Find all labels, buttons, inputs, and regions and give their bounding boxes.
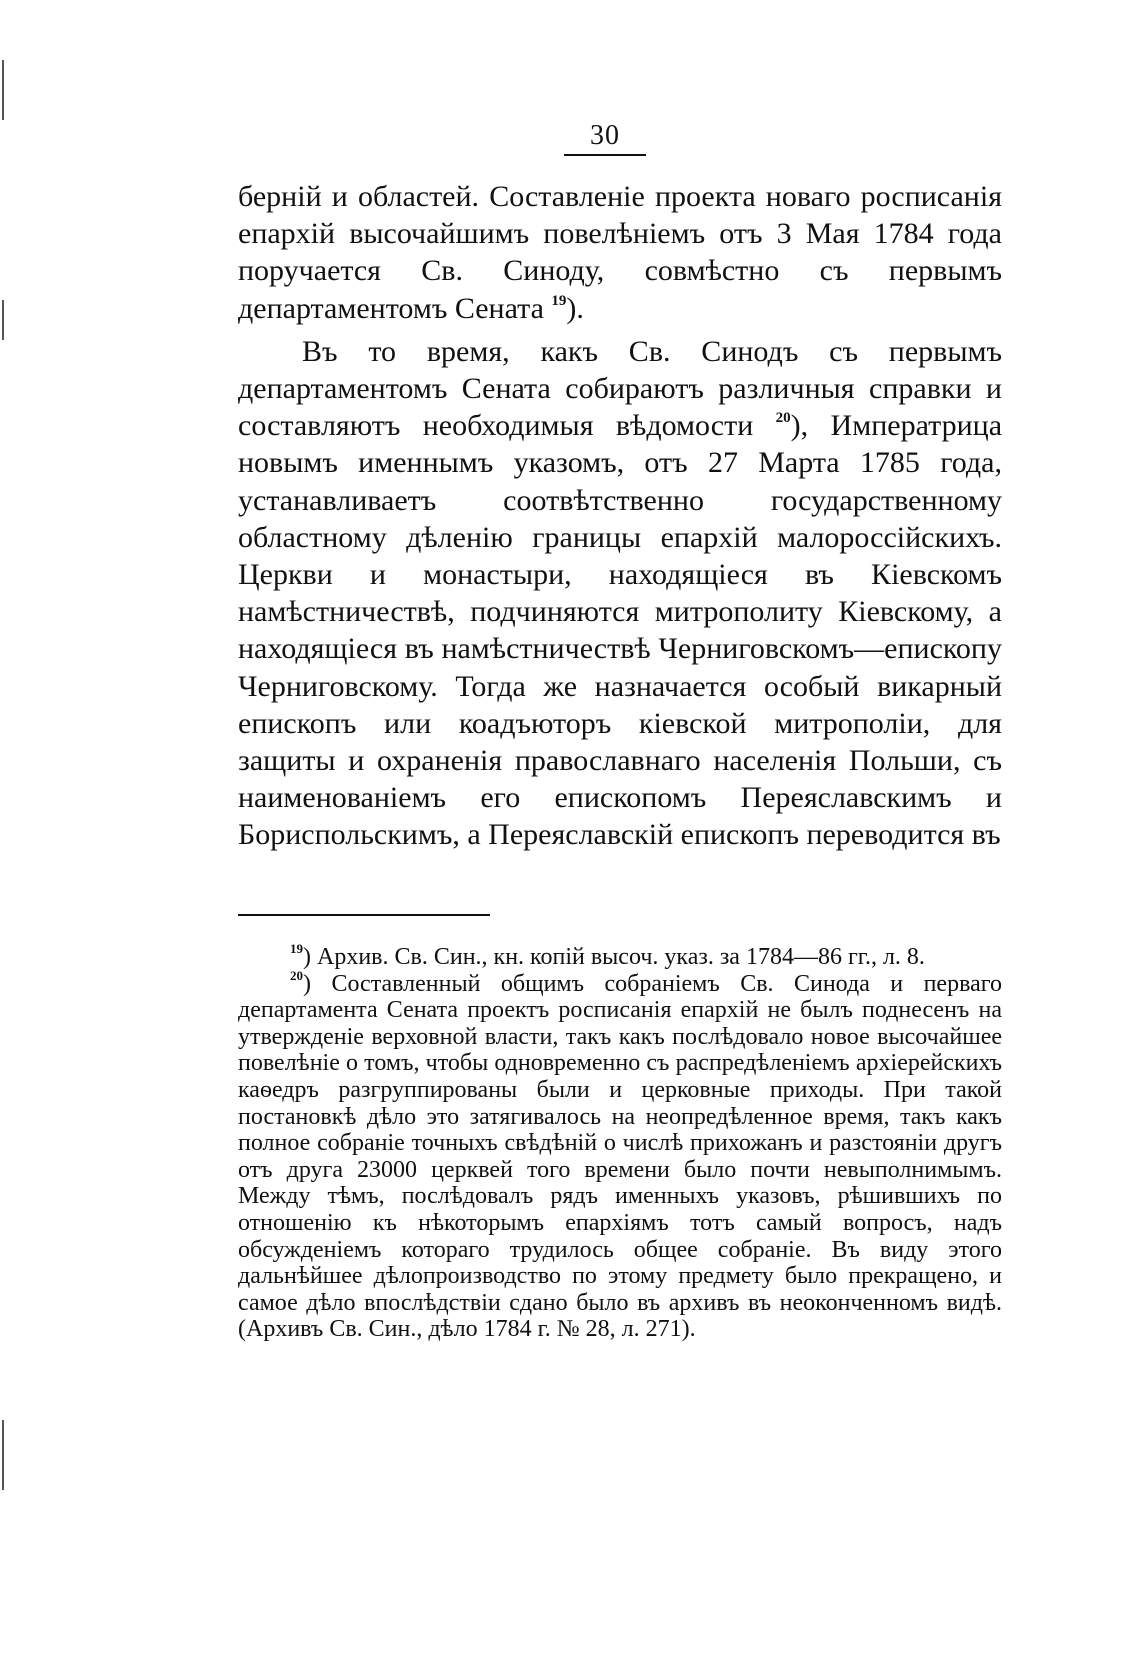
page-header: [0, 120, 1140, 156]
paragraph-text: Въ то время, какъ Св. Синодъ съ первымъ департаментомъ Сената собираютъ различныя справки и составляютъ необходимыя вѣдомости: [238, 334, 1002, 443]
paragraph-text: ).: [566, 291, 584, 325]
paragraph-text: ), Императрица новымъ именнымъ указомъ, отъ 27 Марта 1785 года, устанавливаетъ соотвѣтственно государственному областному дѣленію границы епархій малороссійскихъ. Церкви и монастыри, находящіеся въ Кіевскомъ намѣстничествѣ, подчиняются митрополиту Кіевскому, а находящіеся въ намѣстничествѣ Черниговскомъ—епископу Черниговскому. Тогда же назначается особый викарный епископъ или коадъюторъ кіевской митрополіи, для защиты и охраненія православнаго населенія Польши, съ наименованіемъ его епископомъ Переяславскимъ и Бориспольскимъ, а Переяславскій епископъ переводится въ: [238, 409, 1003, 852]
main-text: [238, 178, 1002, 854]
paragraph: [238, 333, 1002, 854]
footnote-divider: [238, 914, 490, 916]
footnote: [238, 941, 1002, 971]
paragraph-text: берній и областей. Составленіе проекта новаго росписанія епархій высочайшимъ повелѣніемъ отъ 3 Мая 1784 года поручается Св. Синоду, совмѣстно съ первымъ департаментомъ Сената: [238, 180, 1002, 325]
footnote: [238, 967, 1002, 1343]
paragraph: [238, 178, 1002, 327]
scan-edge-mark: [2, 300, 4, 340]
footnote-text: ) Архив. Св. Син., кн. копій высоч. указ. за 1784—86 гг., л. 8.: [303, 944, 925, 970]
scan-edge-mark: [2, 1420, 4, 1490]
page-number: 30: [564, 120, 646, 156]
note-reference: 20: [775, 410, 791, 427]
footnote-mark: 20: [290, 967, 303, 983]
footnote-text: ) Составленный общимъ собраніемъ Св. Синода и перваго департамента Сената проектъ росписанія епархій не былъ поднесенъ на утвержденіе верховной власти, такъ какъ послѣдовало новое высочайшее повелѣніе о томъ, чтобы одновременно съ распредѣленіемъ архіерейскихъ каѳедръ разгруппированы были и церковные приходы. При такой постановкѣ дѣло это затягивалось на неопредѣленное время, такъ какъ полное собраніе точныхъ свѣдѣній о числѣ прихожанъ и разстояніи другъ отъ друга 23000 церквей того времени было почти невыполнимымъ. Между тѣмъ, послѣдовалъ рядъ именныхъ указовъ, рѣшившихъ по отношенію къ нѣкоторымъ епархіямъ тотъ самый вопросъ, надъ обсужденіемъ котораго трудилось общее собраніе. Въ виду этого дальнѣйшее дѣлопроизводство по этому предмету было прекращено, и самое дѣло впослѣдствіи сдано было въ архивъ въ неоконченномъ видѣ. (Архивъ Св. Син., дѣло 1784 г. № 28, л. 271).: [238, 970, 1002, 1343]
footnotes: [238, 941, 1002, 1343]
note-reference: 19: [551, 292, 567, 309]
scan-edge-mark: [2, 60, 4, 120]
footnote-mark: 19: [290, 941, 303, 956]
